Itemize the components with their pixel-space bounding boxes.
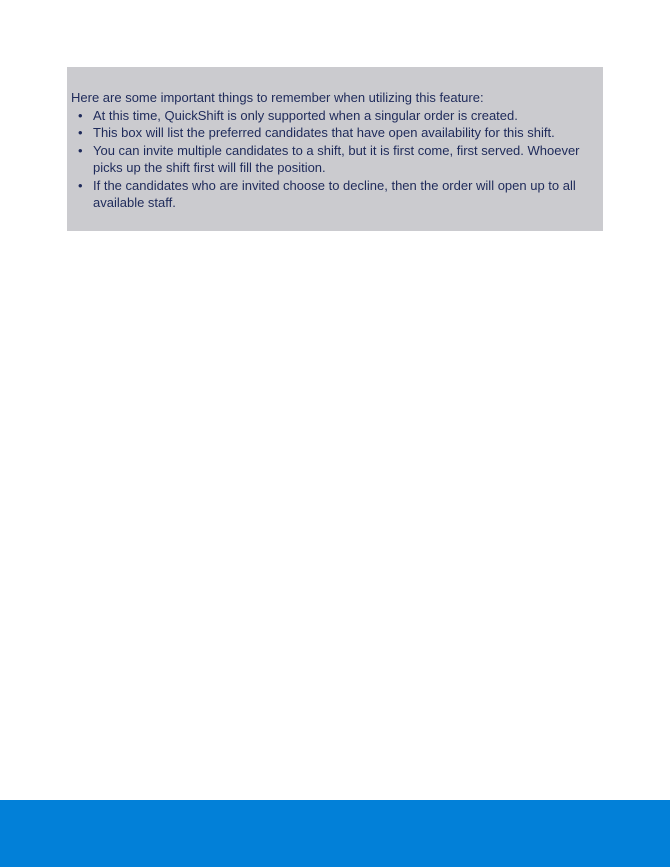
list-item (78, 107, 599, 125)
list-item-text: At this time, QuickShift is only supported when a singular order is created. (93, 107, 518, 123)
footer-band (0, 800, 670, 867)
list-item-text: You can invite multiple candidates to a shift, but it is first come, first served. Whoever picks up the shift first will fill the position. (93, 142, 580, 175)
info-note-box (67, 67, 603, 231)
bullet-icon: • (78, 125, 83, 140)
note-bullet-list (71, 107, 599, 212)
list-item (78, 124, 599, 142)
list-item (78, 177, 599, 212)
note-intro-text: Here are some important things to remember when utilizing this feature: (71, 90, 484, 105)
bullet-icon: • (78, 107, 83, 123)
bullet-icon: • (78, 142, 83, 158)
bullet-icon: • (78, 177, 83, 193)
list-item-text: This box will list the preferred candidates that have open availability for this shift. (93, 125, 555, 140)
list-item (78, 142, 599, 177)
list-item-text: If the candidates who are invited choose to decline, then the order will open up to all available staff. (93, 177, 576, 210)
